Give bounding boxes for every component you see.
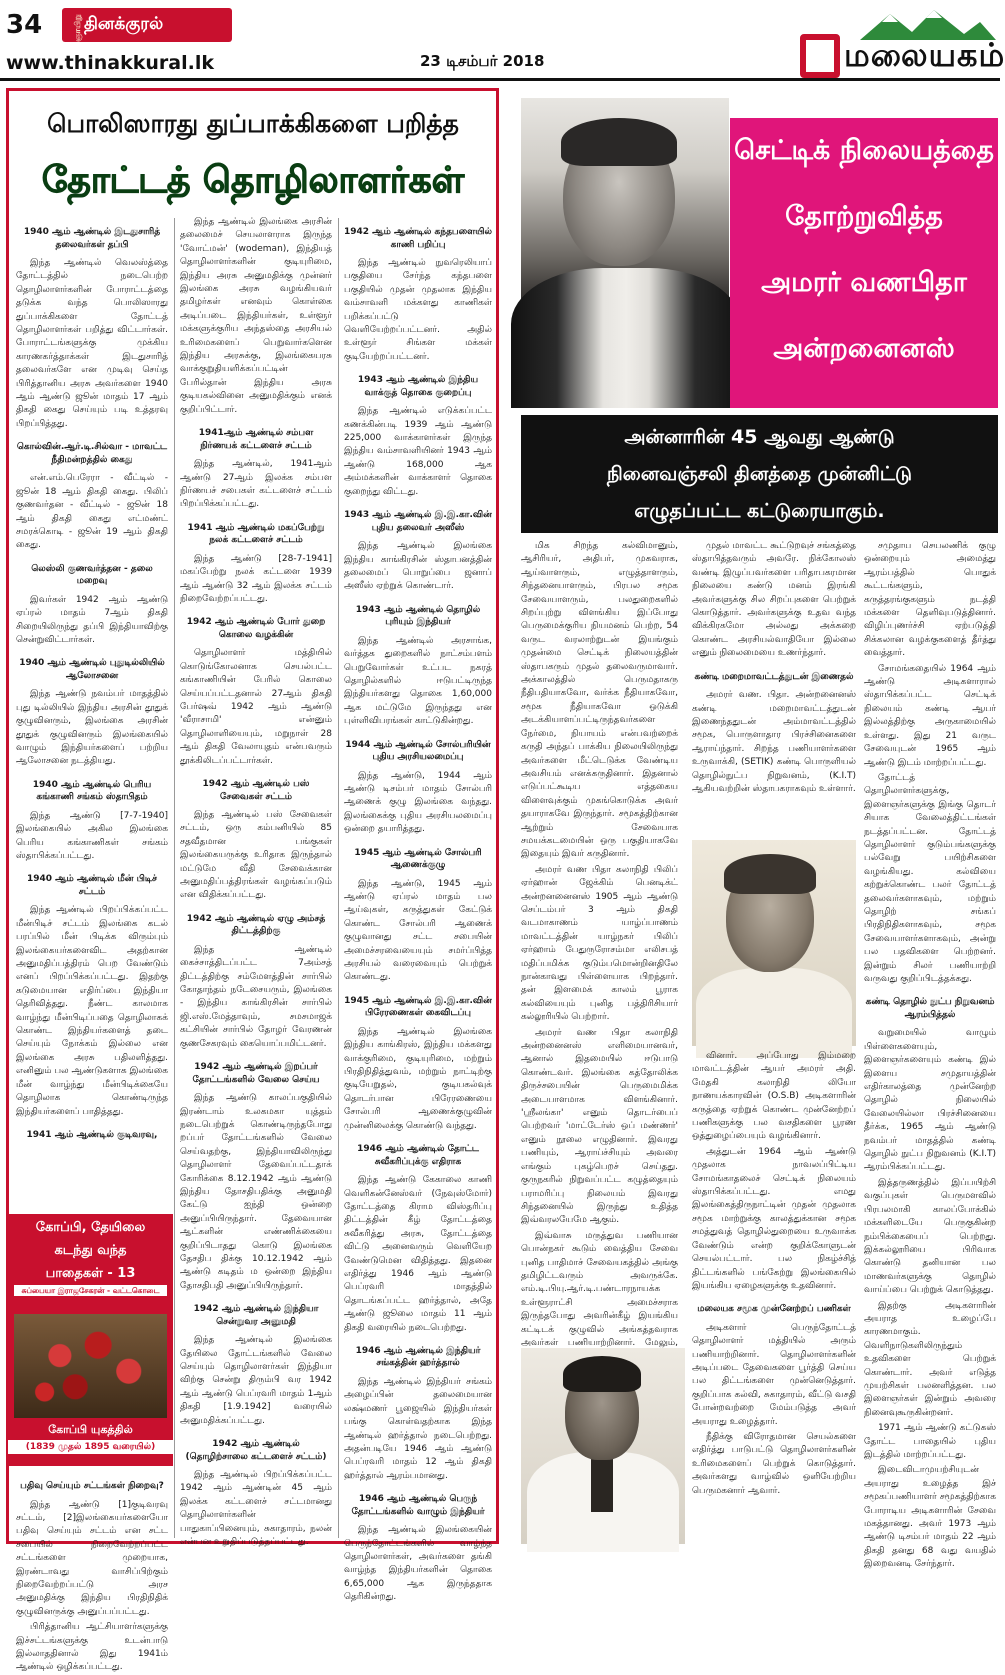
tribute-subtitle-1: அன்னாரின் 45 ஆவது ஆண்டு	[624, 426, 895, 448]
tribute-subtitle-box	[521, 415, 998, 533]
body-paragraph: இந்த ஆண்டு [1]குடிவரவு சட்டம், [2]இலங்கையர்களையோ பதிவு செய்யும் சட்டம் என சட்ட சபையில் நிறைவேற்றப்பட்ட சட்டங்களை முறையாக, இரண்டாவது வாசிப்பிற்கும் நிறைவேற்றப்பட்டு அரச அனுமதிக்கு இந்திய பிரதிநிதிக் குழுவினருக்கு அனுப்பப்பட்டது.	[16, 1499, 168, 1617]
section-subheading: 1940 ஆம் ஆண்டில் புதுடில்லியில் ஆலோசனை	[19, 658, 165, 681]
body-paragraph: இந்த ஆண்டில் இலங்கை தேயிலை தோட்டங்களில் வேலை செய்யும் தொழிலாளர்கள் இந்தியா விற்கு சென்று திரும்பி வர 1942 ஆம் ஆண்டு பெப்ரவரி மாதம் 1ஆம் திகதி [1.9.1942] வரையில் அனுமதிக்கப்பட்டது.	[180, 1335, 332, 1426]
section-subheading: 1942 ஆம் ஆண்டில் இறப்பர் தோட்டங்களில் வேலை செய்ய	[192, 1062, 320, 1085]
body-paragraph: வினார். அப்போது இம்மறை மாவட்டத்தின் ஆயர் அமரர் அதி. மேதகி கலாநிதி லியோ நாணயக்காரவின் (O.S.B) அடிகளாரின் கருத்தை ஏற்றுக் கொண்ட முன்னேற்றப் பணிகளுக்கு பல வசதிகளை பூரண ஒத்துழைப்பையும் வழங்கினார்.	[692, 1051, 856, 1142]
section-subheading: 1940 ஆம் ஆண்டில் பெரிய கங்காணி சங்கம் ஸ்தாபிதம்	[32, 779, 152, 803]
issue-date: 23 டிசம்பர் 2018	[420, 52, 545, 70]
body-paragraph: 1971 ஆம் ஆண்டு கட்டுகஸ் தோட்ட பாதையில் புதிய இடத்தில் மாற்றப்பட்டது.	[864, 1423, 996, 1460]
body-paragraph: தொழிலாளர் மத்தியில் கொடுங்கோலனாக செயல்பட்ட கங்காணியின் பேரில் கொலை செய்யப்பட்டதனால் 27ஆம் திகதி பேர்ஷவ் 1942 ஆம் ஆண்டு 'வீராசாமி' என்னும் தொழிலாளியையும், மறுநாள் 28 ஆம் திகதி வேலாயுதம் என்பவரும் தூக்கிலிடப்பட்டார்கள்.	[180, 648, 332, 766]
section-subheading: 1941 ஆம் ஆண்டில் குடிவரவு,	[26, 1129, 158, 1140]
header-rule	[0, 78, 1000, 81]
section-subheading: 1946 ஆம் ஆண்டில் தோட்ட சுவீகரிப்புக்கு எதிராக	[357, 1144, 479, 1167]
promo-caption-period: (1839 முதல் 1895 வரையில்)	[8, 1440, 173, 1454]
section-subheading: 1942 ஆம் ஆண்டில் இந்தியா சென்றுவர அனுமதி	[193, 1304, 319, 1327]
body-paragraph: இத்தருணத்தில் இப்பயிற்சி வகுப்புகள் பெருமளவில் பிரபலமாகி காலப்போக்கில் மக்களிடையே பெருகுகின்ற நம்பிக்கையைப் பெற்றது. இக்கல்லூரியை பிரிவாக கொண்டு தனியான பல மாணவர்களுக்கு தொழில் வாய்ப்பை பெற்றுக் கொடுத்தது.	[864, 1177, 996, 1296]
body-paragraph: இந்த ஆண்டில் இலங்கை இந்திய காங்கிரசின் ஸ்தாபனத்தின் தலைமைப் பொறுப்பை ஜனாப் அஸீஸ் ஏற்றுக் கொண்டார்.	[344, 541, 492, 592]
left-headline-main: தோட்டத் தொழிலாளர்கள்	[41, 160, 465, 201]
body-paragraph: அத்துடன் 1964 ஆம் ஆண்டு முதலாக நாவலப்பிட்டிய சோமங்காதலைச் செட்டிக் நிலையம் ஸ்தாபிக்கப்பட்டது. எமது இலங்கைத்திருநாட்டின் முதன் முதலாக சமூக மாற்றுக்கு காலத்துக்கான சமூக சமத்துவத் தொழில்துறையை உருவாக்க வேண்டும் என்ற குறிக்கோளுடன் செயல்பட்டார். பல நிகழ்ச்சித் திட்டங்களில் பங்கேற்று இலங்கையில் இயங்கிய ஏழைகளுக்கு உதவினார்.	[692, 1146, 856, 1291]
section-subheading: 1946 ஆம் ஆண்டில் இந்தியர் சங்கத்தின் ஹர்த்தால்	[355, 1345, 481, 1369]
body-paragraph: சோமங்கதையில் 1964 ஆம் ஆண்டு அடிகளாரால் ஸ்தாபிக்கப்பட்ட செட்டிக் நிலையம் கண்டி ஆயர் இல்லத்திற்கு அருகாமையில் உள்ளது. இது 21 வருட சேவையுடன் 1965 ஆம் ஆண்டு இடம் மாற்றப்பட்டது.	[864, 663, 996, 768]
section-subheading: 1942 ஆம் ஆண்டில் பஸ் சேவைகள் சட்டம்	[202, 779, 310, 802]
body-paragraph: இந்த ஆண்டில் அரசாங்க, வர்த்தக துறைகளில் நாட்சம்பளம் பெறுவோர்கள் உட்பட நகரத் தொழில்களில் ஈடுபட்டிருந்த இந்தியர்களது தொகை 1,60,000 ஆக மட்டுமே இருந்தது என புள்ளிவிபரங்கள் காட்டுகின்றது.	[344, 635, 492, 727]
section-subheading: 1942 ஆம் ஆண்டில் போர் துறை கொலை வழக்கின்	[186, 617, 326, 640]
tribute-subtitle-2: நினைவஞ்சலி தினத்தை முன்னிட்டு	[607, 463, 912, 485]
portrait-photo	[521, 98, 729, 386]
right-column-1	[521, 540, 678, 1346]
left-column-1-bottom	[16, 1470, 168, 1673]
section-subheading: 1942 ஆம் ஆண்டில் ஏழு அம்சத் திட்டத்திற்கு	[186, 913, 326, 937]
left-column-1	[16, 216, 168, 1208]
coffee-berries-image	[14, 1314, 167, 1418]
section-subheading: 1943 ஆம் ஆண்டில் இ.இ.கா.வின் புதிய தலைவர் அஸீஸ்	[344, 510, 492, 533]
body-paragraph: இதற்கு அடிகளாரின் அயராத உழைப்பே காரணமாகும். வெளிநாடுகளிலிருந்தும் உதவிகளை பெற்றுக் கொண்டார். அவர் எடுத்த முயற்சிகள் பலனளித்தன. பல இளைஞர்கள் இன்றும் அவரை நினைவுகூருகின்றனர்.	[864, 1300, 996, 1418]
right-column-3	[864, 540, 996, 1570]
section-subheading: 1945 ஆம் ஆண்டில் இ.இ.கா.வின் பிரேரணைகள் கைவிடப்பு	[344, 995, 492, 1019]
body-paragraph: இந்த ஆண்டில், 1941ஆம் ஆண்டு 27ஆம் இலக்க சம்பள நிர்ணயச் சபைகள் கட்டளைச் சட்டம் பிறப்பிக்கப்பட்டது.	[180, 459, 332, 510]
series-promo-box	[8, 1214, 173, 1466]
section-brand	[800, 10, 1005, 80]
section-subheading: கொல்வின்.ஆர்.டி.சில்வா - மாவட்ட நீதிமன்றத்தில் கைது	[16, 442, 168, 465]
body-paragraph: சமுதாய செயலணிக் குழு ஒன்றையும் அமைத்து ஆரம்பத்தில் பொதுக் கூட்டங்களும், கருத்தரங்குகளும் நடத்தி மக்களை தெளிவுபடுத்தினார். விழிப்புணர்ச்சி ஏற்படுத்தி சிக்கலான வழக்குகளைத் தீர்த்து வைத்தார்.	[864, 541, 996, 659]
body-paragraph: அமரர் வண பிதா கலாநிதி அன்றனைனஸ் எளிமையானவர், ஆனால் இதமையில் ஈடுபாடு கொண்டவர். இலங்கை கத்தோலிக்க திருச்சபையின் பெருமைமிக்க அடையாளமாக விளங்கினார். 'ஸ்ரீலங்கா' எனும் தொடர்பைப் பெற்றவர் 'மாட்டேர்ஸ் ஒப் மண்ணர்' எனும் நூலை எழுதினார். இவரது பணியும், ஆராய்ச்சியும் அவரை எங்கும் புகழ்பெறச் செய்தது. குருநகரில் நிறுவப்பட்ட கழுத்தையும் பராமரிப்பு நிலையம் இவரது சிந்தனையில் இருந்து உதித்த இவ்வரலயேமே ஆகும்.	[521, 1027, 678, 1226]
left-column-3	[344, 216, 492, 1603]
portrait-photo-3	[521, 1348, 685, 1544]
portrait-photo-2	[692, 840, 856, 1046]
section-subheading: 1944 ஆம் ஆண்டில் சோல்பரியின் புதிய அரசியலமைப்பு	[345, 739, 491, 763]
body-paragraph: இந்த ஆண்டில் வெலஸ்த்தை தோட்டத்தில் நடைபெற்ற தொழிலாளர்களின் போராட்டத்தை தடுக்க வந்த பொலிஸாரது துப்பாக்கிகளை தோட்டத் தொழிலாளர்கள் பறித்து விட்டார்கள். போராட்டங்களுக்கு முக்கிய காரணகர்த்தாக்கள் இடதுசாரித் தலைவர்களே என முடிவு செய்த பிரித்தானிய அரசு அவர்களை 1940 ஆம் ஆண்டு ஜூன் மாதம் 17 ஆம் திகதி கைது செய்யும் படி உத்தரவு பிறப்பித்தது.	[16, 258, 168, 429]
section-subheading: 1940 ஆம் ஆண்டில் இடதுசாரித் தலைவர்கள் தப்பி	[23, 227, 161, 250]
body-paragraph: இவ்வாசு மருத்துவ பணியான பொன்நகர் கூடும் வைத்திய சேவை புனித பாதிமாச் சேவையகத்தில் அங்கு தமிழிட்டவரும் அவருக்கே. எம்.டி.பியு.ஆர்.டி.பண்டாரநாயக்க உள்ளூராட்சி அமைச்சராக இருந்தபோது அவரின்கீழ் இயங்கிய கட்டிடக் குழுவில் அங்கத்தவராக அவர்கள் பணியாற்றினார். மேலும்,	[521, 1230, 678, 1348]
body-paragraph: இந்த ஆண்டு [28-7-1941] மகப்பேற்று நலக் கட்டளை 1939 ஆம் ஆண்டு 32 ஆம் இலக்க சட்டம் நிறைவேற்றப்பட்டது.	[180, 553, 332, 604]
column-divider	[338, 218, 339, 1538]
page-number: 34	[6, 10, 43, 40]
section-subheading: 1940 ஆம் ஆண்டில் மீன் பிடிச் சட்டம்	[26, 874, 158, 897]
logo-text: தினக்குரல்	[84, 14, 164, 34]
section-subheading: 1941 ஆம் ஆண்டில் மகப்பேற்று நலக் கட்டளைச் சட்டம்	[187, 522, 325, 546]
section-subheading: 1946 ஆம் ஆண்டில் பெருந் தோட்டங்களில் வாழும் இந்தியர்	[351, 1494, 485, 1517]
website-url[interactable]: www.thinakkural.lk	[6, 52, 214, 74]
body-paragraph: முதல் மாவட்ட கூட்டுறவுச் சங்கத்தை ஸ்தாபித்தவரும் அவரே. நிக்கோலஸ் வண்டி இழுப்பவர்களை பரிதாபகரமான நிலையை கண்டு மனம் இரங்கி அவர்களுக்கு சில சிறப்புகளை பெற்றுக் கொடுத்தார். அவர்களுக்கு உதவ வந்த விக்கிரகமோ அல்லது அக்கறை கொண்ட அரசியல்வாதியோ இல்லை எனும் நிலைமையை உணர்ந்தார்.	[692, 541, 856, 659]
left-column-2	[180, 216, 332, 1548]
left-headline: பொலிஸாரது துப்பாக்கிகளை பறித்த	[47, 109, 459, 138]
tribute-title-3: அமரர் வணபிதா	[761, 267, 967, 298]
section-brand-name: மலையகம்	[844, 36, 1005, 74]
body-paragraph: வறுமையில் வாழும் பிள்ளைகளையும், இளைஞர்களையும் கண்டி இல் இளைய சமுதாயத்தின் எதிர்காலத்தை முன்னேற்ற தொழில் நிலையில் வேலையில்லா பிரச்சினையை தீர்க்க, 1965 ஆம் ஆண்டு நவம்பர் மாதத்தில் கண்டி தொழில் நுட்ப நிறுவனம் (K.I.T) ஆரம்பிக்கப்பட்டது.	[864, 1028, 996, 1173]
body-paragraph: தோட்டத் தொழிலாளர்களுக்கு, இளைஞர்களுக்கு இங்கு தொடர் சியாக வேலைத்திட்டங்கள் நடத்தப்பட்டன. தோட்டத் தொழிலாளர் குடும்பங்களுக்கு பல்வேறு பயிற்சிகளை வழங்கியது. கல்வியை கற்றுக்கொண்ட பலர் தோட்டத் தலைவர்களாகவும், மற்றும் தொழிற் சங்கப் பிரதிநிதிகளாகவும், சமூக சேவையாளர்களாகவும், அன்று பல பதவிகளை பெற்றனர். இன்றும் சிலர் பணியாற்றி வருவது குறிப்பிடத்தக்கது.	[864, 772, 996, 984]
right-column-2-top	[692, 540, 856, 834]
body-paragraph: இந்த ஆண்டு கேகாலை காணி வெளிகன்னேஸ்வர் (நேவுஸ்மோர்) தோட்டத்தை கிராம விஸ்தரிப்பு திட்டத்தின் கீழ் தோட்டத்தை சுவீகரித்து அரசு, தோட்டத்தை விட்டு அனைவரும் வெளியேற வேண்டுமென விதித்தது. இதனை எதிர்த்து 1946 ஆம் ஆண்டு பெப்ரவரி மாதத்தில் தொடங்கப்பட்ட ஹர்த்தால், அதே ஆண்டு ஜூலை மாதம் 11 ஆம் திகதி வரையில் நடைபெற்றது.	[344, 1175, 492, 1333]
section-subheading: கண்டி தொழில் நுட்ப நிறுவனம் ஆரம்பித்தல்	[865, 997, 995, 1020]
body-paragraph: இந்த ஆண்டு காலப்பகுதியில் இரண்டாம் உலகமகா யுத்தம் நடைபெற்றுக் கொண்டிருந்தபோது றப்பர் தோட்டங்களில் வேலை செய்வதற்கு, இந்தியாவிலிருந்து தொழிலாளர் தேவைப்பட்டதாக் கோரிக்கை 8.12.1942 ஆம் ஆண்டு இந்திய தோசதிபதிக்கு அனுமதி கேட்டு ஐந்தி ஒன்றை அனுப்பியிருந்தார். தேவையான ஆட்களின் எண்ணிக்கையை குறிப்பிடாதது கொடு இலங்கை தேசதிப திக்கு 10.12.1942 ஆம் ஆண்டு கடிதம் ம ஒன்றை இந்திய தோசதிபதி அனுப்பியிருந்தார்.	[180, 1093, 332, 1291]
section-subheading: 1943 ஆம் ஆண்டில் தொழில் புரியும் இந்தியர்	[355, 604, 481, 628]
tribute-subtitle-3: எழுதப்பட்ட கட்டுரையாகும்.	[634, 500, 885, 522]
tribute-title-box	[730, 118, 998, 408]
body-paragraph: இந்த ஆண்டில் இலங்கையின் பெருந்தோட்டங்களில் வாழ்ந்த தொழிலாளர்கள், அவர்களை தங்கி வாழ்ந்த இந்தியர்களின் தொகை 6,65,000 ஆக இருந்ததாக தெரிகின்றது.	[344, 1525, 492, 1603]
body-paragraph: மிக சிறந்த கல்விமானும், ஆசிரியர், அதிபர், முகவராக, ஆய்வாளரும், எழுத்தாளரும், சிந்தனையாளரும், பிரபல சமூக சேவையாளரும், பலதுறைகளில் சிறப்புற்று விளங்கிய இப்போது பெருமைக்குரிய நியமனம் பெற்ற, 54 வருட வரலாற்றுடன் இயங்கும் முதன்மை செட்டிக் நிலையத்தின் ஸ்தாபகரும் முதல் தலைவருமாவார். அக்காலத்தில் பெருமதாகரு நீதிபதியாகவோ, வர்க்க நீதியாகவோ, சமூக நீதியாகவோ ஒடுக்கி அடக்கியாளப்பட்டிருந்தவர்களை நேர்மை, நியாயம் என்பவற்றைக் கருதி அந்தப் பாக்கிய நிலையிலிருந்து அவர்களை மீட்டெடுக்க வேண்டிய அவசியம் எனக்கருதினார். இதனால் எடுப்பட்கூடிய எத்தகைய விளைவுக்கும் முகங்கொடுக்க அவர் தயாராகவே இருந்தார். சமூகத்திற்கான ஆற்றும் சேவையாக சமயக்கடமையின் ஒரு பகுதியாகவே இதையும் இவர் கருதினார்.	[521, 541, 678, 860]
section-subheading: பதிவு செய்யும் சட்டங்கள் நிறைவு?	[20, 1481, 164, 1491]
tribute-title-4: அன்றனைனஸ்	[773, 333, 955, 364]
body-paragraph: இந்த ஆண்டில் கைச்சாத்திடப்பட்ட 7அம்சத் திட்டத்திற்கு சம்மேளத்தின் சார்பில் கோதாந்தம் நடேசையரும், இலங்கை - இந்திய காங்கிரசின் சார்பில் ஜி.எஸ்.மேத்தாவும், சமசமாஜக் கட்சியின் சார்பில் தோழர் வேரணன் குணசேகரவும் கையொப்பமிட்டனர்.	[180, 944, 332, 1049]
body-paragraph: அமரர் வண. பிதா. அன்றனைனஸ் கண்டி மறைமாவட்டத்துடன் இணைந்ததுடன் அம்மாவட்டத்தில் சமூக, பொருளாதார பிரச்சினைகளை ஆராய்ந்தார். சிறந்த பணியாளர்களை உருவாக்கி, (SETIK) கண்டி பொருளியல் தொழில்நுட்ப நிறுவனம், (K.I.T) ஆகியவற்றின் ஸ்தாபகராகவும் உள்ளார்.	[692, 690, 856, 794]
body-paragraph: இவர்கள் 1942 ஆம் ஆண்டு ஏப்ரல் மாதம் 7ஆம் திகதி சிறையிலிருந்து தப்பி இந்தியாவிற்கு சென்றுவிட்டார்கள்.	[16, 594, 168, 645]
body-paragraph: இந்த ஆண்டில் எடுக்கப்பட்ட கணக்கின்படி 1939 ஆம் ஆண்டு 225,000 வாக்காளர்கள் இருந்த இந்திய வம்சாவளியினர் 1943 ஆம் ஆண்டு 168,000 ஆக அம்மக்களின் வாக்காளர் தொகை குறைந்து விட்டது.	[344, 406, 492, 497]
body-paragraph: இந்த ஆண்டு [7-7-1940] இலங்கையில் அகில இலங்கை பெரிய கங்காணிகள் சங்கம் ஸ்தாபிக்கப்பட்டது.	[16, 810, 168, 861]
body-paragraph: இந்த ஆண்டு, 1944 ஆம் ஆண்டு டிசம்பர் மாதம் சோல்பரி ஆணைக் குழு இலங்கை வந்தது. இலங்கைக்கு புதிய அரசியலமைப்பு ஒன்றை தயாரித்தது.	[344, 770, 492, 835]
body-paragraph: இடைவிடாமுயற்சியுடன் அயராது உழைத்த இச் சமூகப்பணியாளர் சமூகத்திற்காக போராடிய அடிகளாரின் சேவை மகத்தானது. அவர் 1973 ஆம் ஆண்டு டிசம்பர் மாதம் 22 ஆம் திகதி தனது 68 வது வயதில் இறைவனடி சேர்ந்தார்.	[864, 1465, 996, 1570]
body-paragraph: இந்த ஆண்டு நவம்பர் மாதத்தில் புது டில்லியில் இந்திய அரசின் தூதுக் குழுவினரும், இலங்கை அரசின் தூதுக் குழுவினரும் இலங்கையில் வாழும் இந்தியர்களைப் பற்றிய ஆலோசனை நடத்தியது.	[16, 689, 168, 767]
promo-author: சுப்பையா இராஜசேகரன் - வட்டகொடை	[14, 1285, 167, 1296]
body-paragraph: இந்த ஆண்டில் இலங்கை இந்திய காங்கிரஸ், இந்திய மக்களது வாக்குரிமை, குடியுரிமை, மற்றும் பிரதிநிதித்துவம், மற்றும் நாட்டிற்கு குடியேறுதல், குடியகல்வுக் தொடர்பான பிரேரணையை சோல்பரி ஆணைக்குழுவின் முன்னிலைக்கு கொண்டு வந்தது.	[344, 1026, 492, 1131]
brand-mark-icon	[800, 34, 840, 78]
tribute-title-2: தோற்றுவித்த	[785, 201, 943, 232]
section-subheading: 1945 ஆம் ஆண்டில் சோல்பரி ஆணைக்குழு	[354, 847, 482, 871]
body-paragraph: என்.எம்.பெரேரா - வீட்டில் - ஜூன் 18 ஆம் திகதி கைது. பிலிப் குணவர்தன - வீட்டில் - ஜூன் 18 ஆம் திகதி கைது எட்மண்ட் சமரக்கொடி - ஜூன் 19 ஆம் திகதி கைது.	[16, 473, 168, 551]
body-paragraph: இந்த ஆண்டில் பிறப்பிக்கப்பட்ட 1942 ஆம் ஆண்டின் 45 ஆம் இலக்க கட்டளைச் சட்டமானது தொழிலாளர்களின் பாதுகாப்பினையும், சுகாதாரம், நலன் என்பன உறுதிப்படுத்தப்பட்டது.	[180, 1470, 332, 1548]
column-divider	[174, 218, 175, 1538]
body-paragraph: அமரர் வண பிதா கலாநிதி பிலிப் ஏர்ஹான் ஜேக்கிம் பெனடிக்ட் அன்றனனைனஸ் 1905 ஆம் ஆண்டு செப்டம்பர் 3 ஆம் திகதி வடமாகாணம் யாழ்ப்பாணம் மாவட்டத்தின் யாழ்நகர் பிலிப் ஏர்ஹாம் பேதுருரோசம்மா எலிசபத் மதிப்பமிக்க குடும்பமொன்றினதிலே நான்காவது பிள்ளையாக பிறந்தார். தன் இளமைக் காலம் பூராக கல்வியையும் புனித பத்திரிசியார் கல்லூரியில் பெற்றார்.	[521, 864, 678, 1023]
body-paragraph: இந்த ஆண்டில் பிறப்பிக்கப்பட்ட மீன்பிடிச் சட்டம் இலங்கை கடல் பரப்பில் மீன் பிடிக்க விரும்பும் இலங்கையர்களைவிட அதற்கான அனுமதிப்பத்திரம் பெற வேண்டும் எனப் பிறப்பிக்கப்பட்டது. இதற்கு கடுமையான எதிர்ப்பை இந்தியா தெரிவித்தது. நீண்ட காலமாக வாழ்ந்து மீன்பிடிப்பதை தொழிலாகக் கொண்ட இந்தியர்களைத் தடை செய்யும் நோக்கம் இல்லை என இலங்கை அரசு பதிலளித்தது. எனினும் பல ஆண்டுகளாக இலங்கை மீன் வாழ்ந்து மீன்பிடிக்கையே தொழிலாக கொண்டிருந்த இந்தியர்களைப் பாதித்தது.	[16, 905, 168, 1117]
section-subheading: 1942 ஆம் ஆண்டில் (தொழிற்சாலை கட்டளைச் சட்டம்)	[185, 1439, 327, 1462]
tribute-title-1: செட்டிக் நிலையத்தை	[734, 135, 994, 166]
promo-caption: கோப்பி யுகத்தில்	[48, 1423, 133, 1436]
body-paragraph: இந்த ஆண்டு, 1945 ஆம் ஆண்டு ஏப்ரல் மாதம் பல ஆய்வுகள், கருத்துகள் கேட்டுக் கொண்ட சோல்பரி ஆணைக் குழுவானது சட்ட சபையின் அமைச்சரவையையும் சமர்ப்பித்த அரசியல் வரைவையும் பெற்றுக் கொண்டது.	[344, 878, 492, 983]
body-paragraph: இந்த ஆண்டில் நுவரெலியாப் பகுதியை சேர்ந்த கந்தபளை பகுதியில் முதன் முதலாக இந்திய வம்சாவளி மக்களது காணிகள் பறிக்கப்பட்டு வெளியேற்றப்பட்டனர். அதில் உள்ளூர் சிங்கள மக்கள் குடியேற்றப்பட்டனர்.	[344, 258, 492, 362]
promo-title-1: கோப்பி, தேயிலை	[35, 1220, 146, 1235]
newspaper-logo	[62, 8, 232, 42]
section-subheading: 1941ஆம் ஆண்டில் சம்பள நிர்ணயக் கட்டளைச் சட்டம்	[198, 428, 314, 451]
body-paragraph: அடிகளார் பெருந்தோட்டத் தொழிலாளர் மத்தியில் அரும் பணியாற்றினார். தொழிலாளர்களின் அடிப்படை தேவைகளை பூர்த்தி செய்ய பல திட்டங்களை முன்னெடுத்தார். குறிப்பாக கல்வி, சுகாதாரம், வீட்டு வசதி போன்றவற்றை மேம்படுத்த அவர் அயராது உழைத்தார்.	[692, 1322, 856, 1427]
body-paragraph: இந்த ஆண்டில் இந்தியர் சங்கம் அழைப்பின் தலைமையான லக்ஷ்மணர் பூஜையில் இந்தியர்கள் பங்கு கொள்வதற்காக இந்த ஆண்டில் ஹர்த்தால் நடைபெற்றது. அதன்படியே 1946 ஆம் ஆண்டு பெப்ரவரி மாதம் 12 ஆம் திகதி ஹர்த்தால் ஆரம்பமானது.	[344, 1376, 492, 1481]
section-subheading: 1943 ஆம் ஆண்டில் இந்திய வாக்குத் தொகை குறைப்பு	[357, 375, 479, 398]
promo-title-2: கடந்து வந்த	[54, 1243, 127, 1258]
logo-tag: ஞாயிறு	[72, 14, 82, 42]
body-paragraph: பிரித்தானிய ஆட்சியாளர்களுக்கு இச்சட்டங்களுக்கு உடன்பாடு இல்லாததினால் இது 1941ம் ஆண்டில் ஒழிக்கப்பட்டது.	[16, 1622, 168, 1673]
body-paragraph: இந்த ஆண்டில் பஸ் சேவைகள் சட்டம், ஒரு கம்பனியில் 85 சதவீதமான பங்குகள் இலங்கையருக்கு உரிதாக இருந்தால் மட்டுமே வீதி சேவைக்கான அனுமதிப்பத்திரங்கள் வழங்கப்படும் என விதிக்கப்பட்டது.	[180, 810, 332, 901]
promo-title-3: பாதைகள் - 13	[45, 1266, 136, 1281]
body-paragraph: இந்த ஆண்டில் இலங்கை அரசின் தலைமைச் செயலாளராக இருந்த 'வோட்மன்' (wodeman), இந்தியத் தொழிலாளர்களின் குடியுரிமை, இந்திய அரசு அனுமதிக்கு முன்னர் இலங்கை அரசு வழங்கியவர் தமிழர்கள் எனவும் கொள்கை அடிப்படை இந்தியர்கள், உள்ளூர் மக்களுக்குரிய அந்தஸ்தை அரசியல் உரிமைகளைப் பெறுவார்களென இந்திய அரசுக்கு, இலங்கையரசு வாக்குறுதியளிக்கப்பட்டின் பேரில்தான் இந்திய அரசு குடியகல்வினை அனுமதிக்கும் எனக் குறிப்பிட்டார்.	[180, 217, 332, 415]
section-subheading: 1942 ஆம் ஆண்டில் கந்தபளையில் காணி பறிப்பு	[344, 227, 492, 250]
right-column-2-bottom	[692, 1050, 856, 1544]
section-subheading: லெஸ்லி குணவர்த்தன - தலை மறைவு	[31, 563, 153, 587]
body-paragraph: நீதிக்கு விரோதமான செயல்களை எதிர்த்து பாடுபட்டு தொழிலாளர்களின் உரிமைகளைப் பெற்றுக் கொடுத்தார். அவர்களது வாழ்வில் ஒளியேற்றிய பெருமகனார் ஆவார்.	[692, 1432, 856, 1496]
section-subheading: கண்டி மறைமாவட்டத்துடன் இணைதல்	[694, 671, 854, 682]
section-subheading: மலையக சமூக முன்னேற்றப் பணிகள்	[697, 1304, 851, 1315]
